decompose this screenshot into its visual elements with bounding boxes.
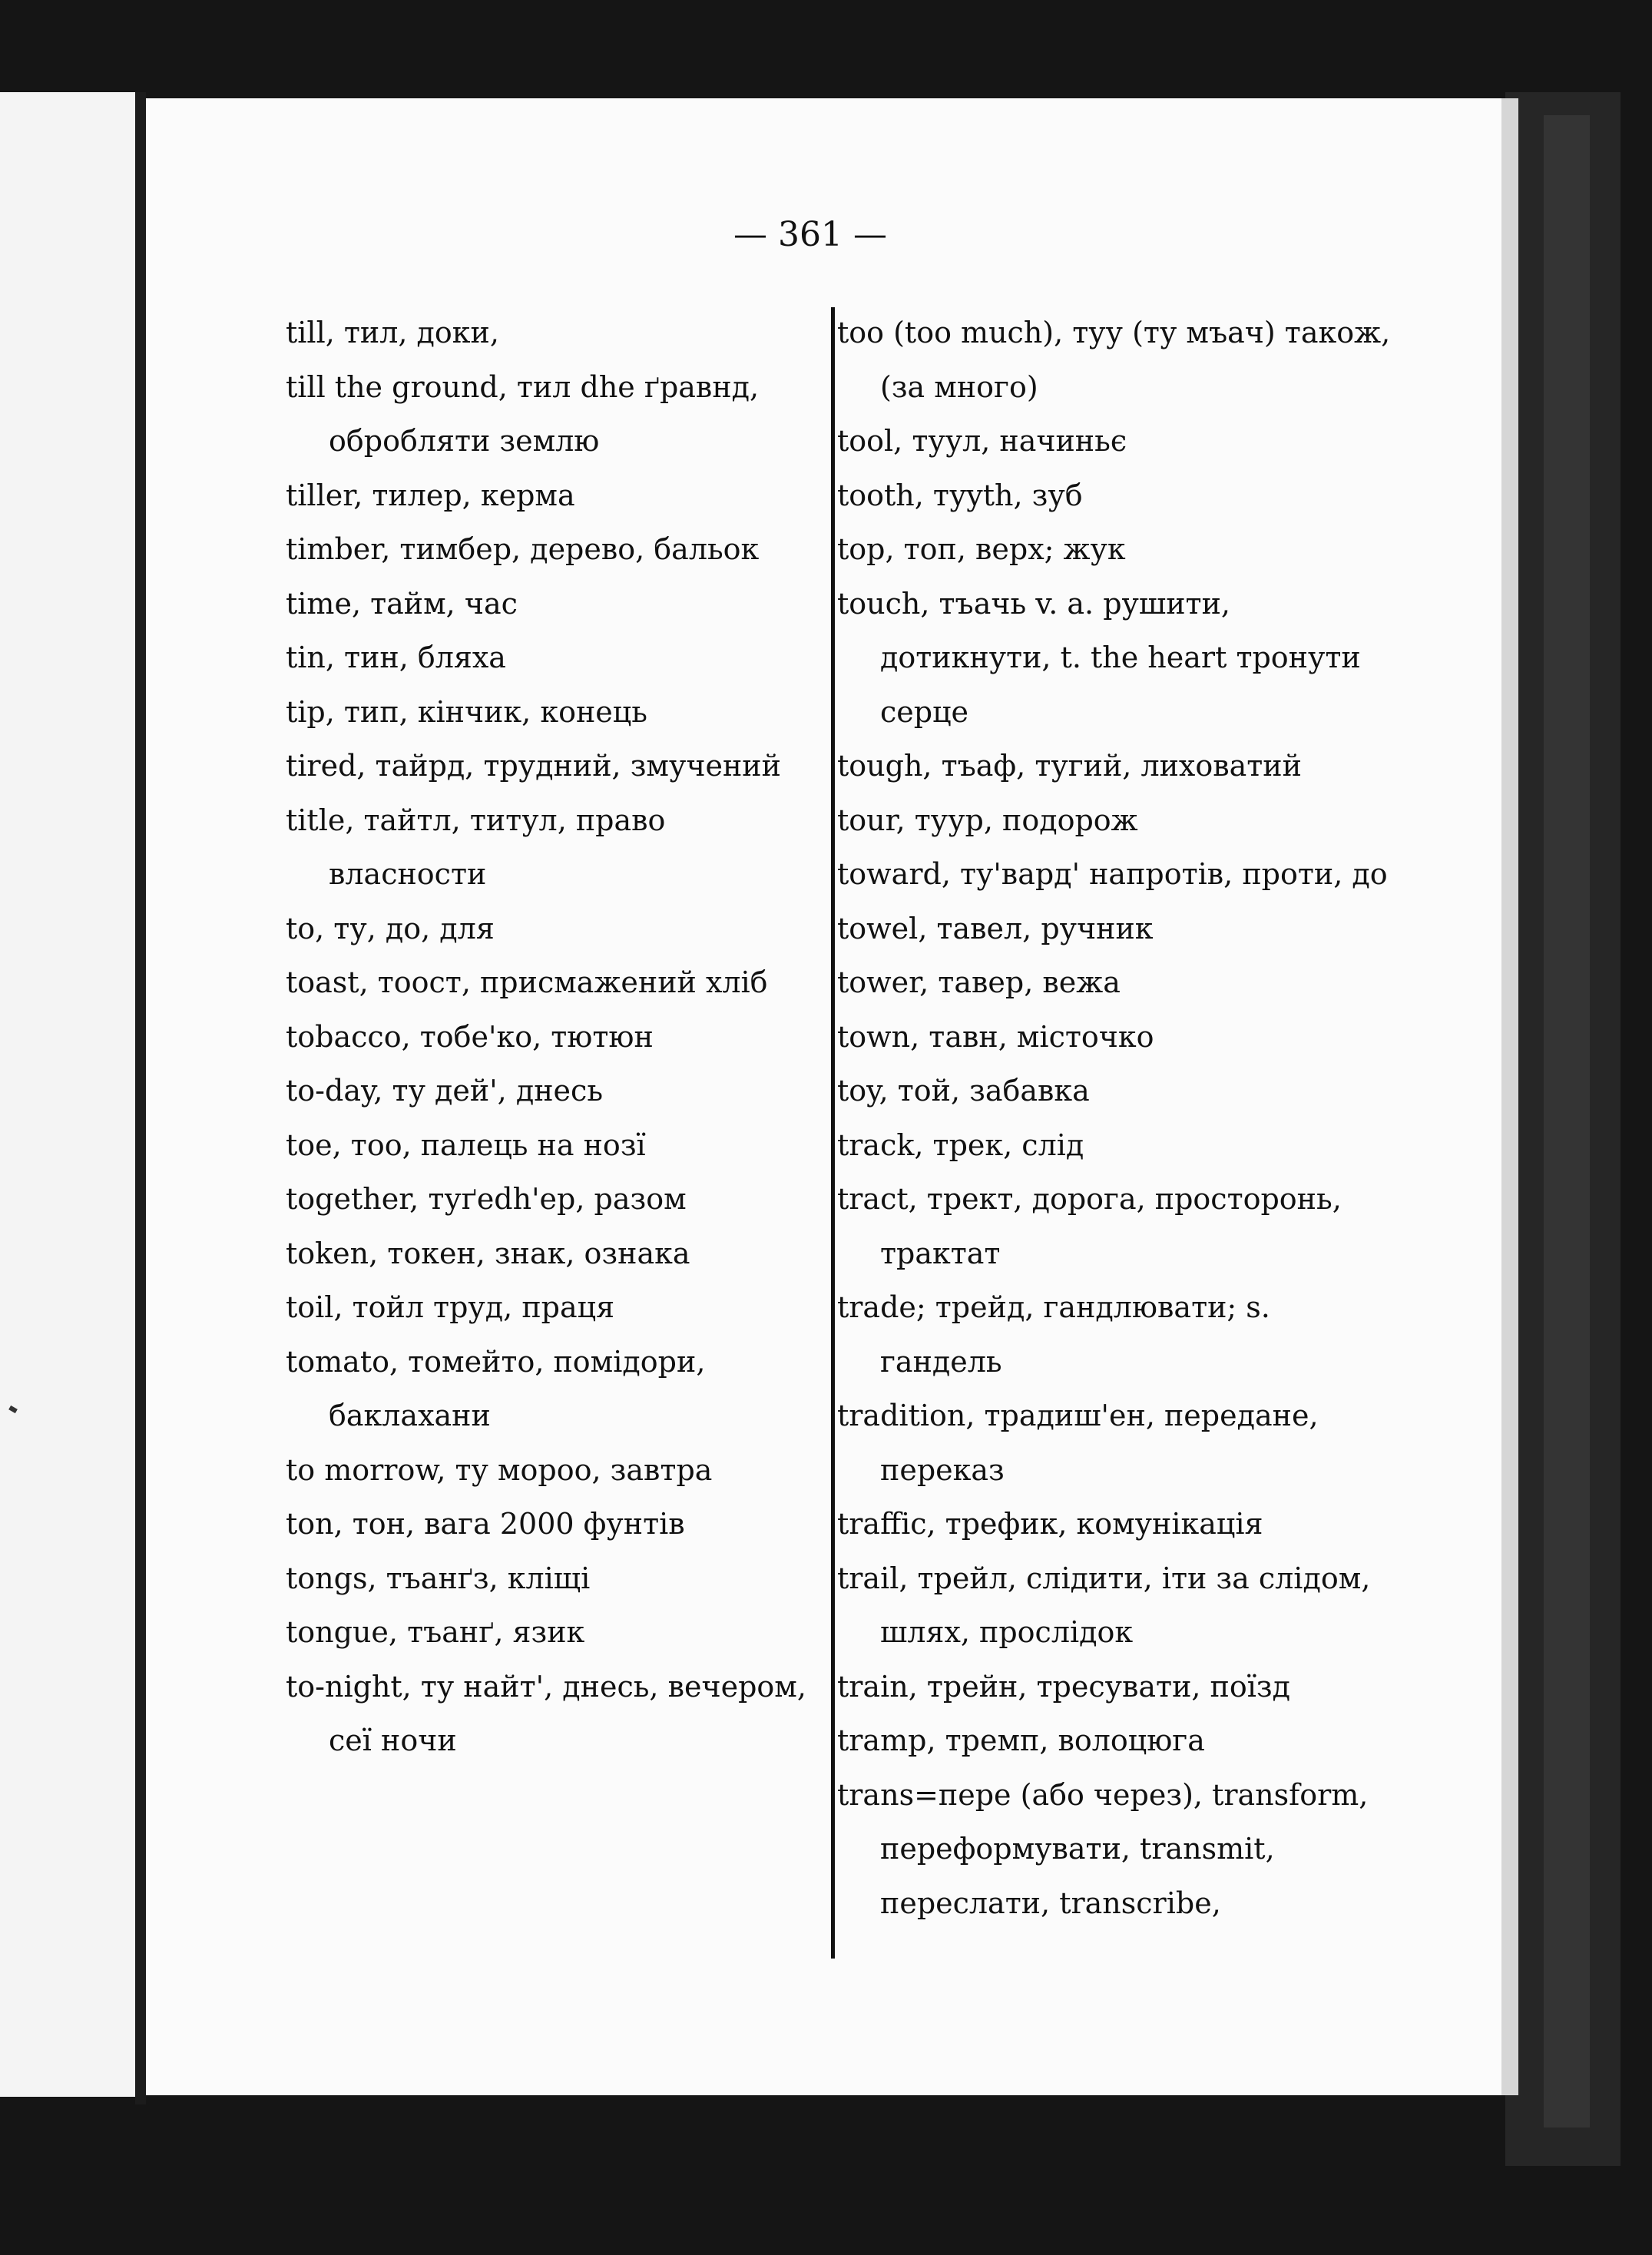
dictionary-entry: town, тавн, місточко bbox=[837, 1019, 1154, 1054]
dictionary-entry: too (too much), туу (ту мъач) також, (за много) bbox=[837, 316, 1391, 404]
book-cover-shadow bbox=[1544, 115, 1590, 2128]
dictionary-entry: token, токен, знак, ознака bbox=[286, 1236, 690, 1270]
dictionary-entry: top, топ, верх; жук bbox=[837, 532, 1126, 566]
dictionary-entry: toward, ту'вард' напротів, проти, до bbox=[837, 857, 1388, 891]
right-column bbox=[837, 306, 1394, 1930]
dictionary-entry: to, ту, до, для bbox=[286, 911, 495, 945]
dictionary-entry: traffic, трефик, комунікація bbox=[837, 1507, 1263, 1541]
book-gutter bbox=[135, 92, 146, 2104]
dictionary-entry: to morrow, ту мороо, завтра bbox=[286, 1452, 713, 1487]
dictionary-entry: tobacco, тобе'ко, тютюн bbox=[286, 1019, 654, 1054]
column-divider bbox=[831, 307, 835, 1959]
dictionary-entry: tract, трект, дорога, просторонь, трактат bbox=[837, 1182, 1342, 1270]
left-column bbox=[286, 306, 816, 1768]
dictionary-entry: tradition, традиш'ен, передане, переказ bbox=[837, 1399, 1319, 1487]
dictionary-entry: tongs, тъанґз, кліщі bbox=[286, 1561, 591, 1595]
dictionary-entry: tour, туур, подорож bbox=[837, 803, 1138, 837]
dictionary-entry: tooth, туyth, зуб bbox=[837, 478, 1083, 512]
dictionary-entry: time, тайм, час bbox=[286, 586, 518, 621]
dictionary-entry: tomato, томейто, помідори, баклахани bbox=[286, 1344, 706, 1432]
dictionary-entry: tin, тин, бляха bbox=[286, 641, 506, 674]
page-edge bbox=[1501, 98, 1518, 2095]
dictionary-entry: towel, тавел, ручник bbox=[837, 911, 1154, 945]
dictionary-entry: trail, трейл, слідити, іти за слідом, шлях, прослідок bbox=[837, 1561, 1371, 1649]
dictionary-entry: touch, тъачь v. a. рушити, дотикнути, t. the heart тронути серце bbox=[837, 586, 1361, 729]
dictionary-entry: toil, тойл труд, праця bbox=[286, 1290, 615, 1324]
dictionary-entry: tired, тайрд, трудний, змучений bbox=[286, 749, 781, 783]
dictionary-entry: tower, тавер, вежа bbox=[837, 965, 1121, 999]
dictionary-entry: to-day, ту дей', днесь bbox=[286, 1074, 604, 1108]
dictionary-entry: tip, тип, кінчик, конець bbox=[286, 694, 647, 729]
dictionary-entry: train, трейн, тресувати, поїзд bbox=[837, 1669, 1291, 1704]
dictionary-entry: timber, тимбер, дерево, бальок bbox=[286, 532, 760, 566]
dictionary-entry: tough, тъаф, тугий, лиховатий bbox=[837, 749, 1302, 783]
page-number: — 361 — bbox=[733, 215, 887, 254]
dictionary-entry: title, тайтл, титул, право власности bbox=[286, 803, 666, 891]
dictionary-entry: together, туґedh'ер, разом bbox=[286, 1182, 687, 1216]
dictionary-entry: till the ground, тил dhe ґравнд, обробляти землю bbox=[286, 369, 760, 458]
dictionary-entry: track, трек, слід bbox=[837, 1128, 1084, 1162]
dictionary-entry: till, тил, доки, bbox=[286, 316, 499, 349]
dictionary-entry: trans=пере (або через), transform, переформувати, transmit, переслати, transcribe, bbox=[837, 1777, 1369, 1920]
dictionary-entry: tongue, тъанґ, язик bbox=[286, 1615, 585, 1649]
dictionary-entry: to-night, ту найт', днесь, вечером, сеї ночи bbox=[286, 1669, 806, 1757]
dictionary-entry: tool, туул, начиньє bbox=[837, 424, 1127, 458]
dictionary-entry: trade; трейд, гандлювати; s. гандель bbox=[837, 1290, 1270, 1379]
dictionary-entry: toy, той, забавка bbox=[837, 1074, 1090, 1108]
dictionary-entry: tiller, тилер, керма bbox=[286, 478, 575, 512]
dictionary-entry: toe, тоо, палець на нозї bbox=[286, 1128, 646, 1162]
dictionary-entry: tramp, тремп, волоцюга bbox=[837, 1724, 1205, 1757]
dictionary-entry: toast, тоост, присмажений хліб bbox=[286, 965, 768, 999]
dictionary-entry: ton, тон, вага 2000 фунтів bbox=[286, 1507, 685, 1541]
previous-page-sliver bbox=[0, 92, 137, 2097]
